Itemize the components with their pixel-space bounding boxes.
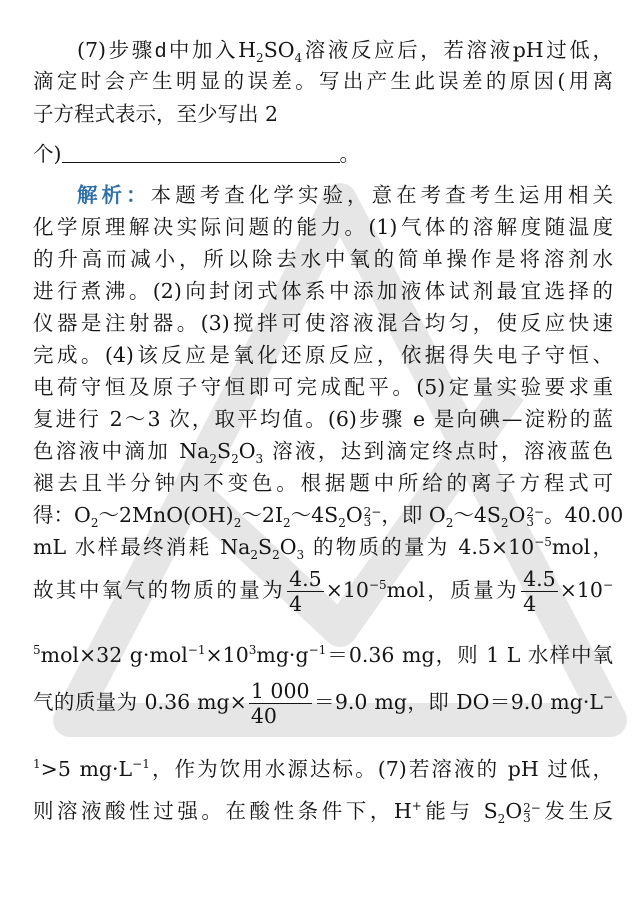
question-line-4: 个) 。 (33, 142, 360, 166)
answer-line-11: 得：$O_2\sim 2MnO(OH)_2\sim 2I_2\sim 4S_2O$ 2− 3 ，即 $O_2\sim 4S_2O$ 2− 3 。40.00 (33, 503, 624, 531)
fraction-2: $\frac{4.5}{4}$ (523, 567, 556, 616)
answer-line-1: 解析：本题考查化学实验，意在考查考生运用相关 (77, 183, 614, 207)
question-line-3: 子方程式表示，至少写出 2 (33, 102, 279, 126)
answer-line-10: 褪去且半分钟内不变色。根据题中所给的离子方程式可 (33, 471, 613, 495)
answer-line-4: 进行煮沸。(2)向封闭式体系中添加液体试剂最宜选择的 (33, 279, 613, 303)
answer-line-8: 复进行 2～3 次，取平均值。(6)步骤 e 是向碘—淀粉的蓝 (33, 407, 613, 431)
answer-line-14: $^5$mol×32 $g\cdot mol^{-1}\times 10^3mg\cdot g^{-1}=0.36$ mg，则 1 L 水样中氧 (33, 643, 613, 667)
answer-line-5: 仪器是注射器。(3)搅拌可使溶液混合均匀，使反应快速 (33, 311, 613, 335)
answer-line-15: 气的质量为 0.36 mg× $\frac{1 000}{40}$ ＝9.0 mg，即 DO＝9.0 mg·L− (33, 679, 614, 728)
analysis-label: 解析： (77, 183, 151, 207)
fraction-3: $\frac{1 000}{40}$ (250, 679, 310, 728)
answer-line-9: 色溶液中滴加 $Na_2S_2O_3$ 溶液，达到滴定终点时，溶液蓝色 (33, 439, 613, 467)
answer-line-2: 化学原理解决实际问题的能力。(1)气体的溶解度随温度 (33, 215, 613, 239)
answer-line-16: $^1$>5 $mg\cdot L^{-1}$，作为饮用水源达标。(7)若溶液的 pH 过低， (33, 757, 613, 781)
answer-line-6: 完成。(4)该反应是氧化还原反应，依据得失电子守恒、 (33, 343, 613, 367)
answer-line-7: 电荷守恒及原子守恒即可完成配平。(5)定量实验要求重 (33, 375, 613, 399)
question-line-2: 滴定时会产生明显的误差。写出产生此误差的原因(用离 (33, 69, 613, 93)
answer-blank (62, 142, 340, 163)
answer-line-17: 则溶液酸性过强。在酸性条件下，H+能与 $S_2O$ 2− 3 发生反 (33, 799, 614, 827)
answer-line-12: mL 水样最终消耗 $Na_2S_2O_3$ 的物质的量为 $4.5\times 10^{-5}mol$， (33, 535, 613, 563)
question-line-1: (7)步骤d中加入$H_2SO_4$溶液反应后，若溶液pH过低， (77, 38, 614, 66)
answer-line-13: 故其中氧气的物质的量为 $\frac{4.5}{4}$ $\times 10^{-5}mol$，质量为 $\frac{4.5}{4}$ ×10− (33, 567, 614, 616)
answer-line-3: 的升高而减小，所以除去水中氧的简单操作是将溶剂水 (33, 247, 613, 271)
fraction-1: $\frac{4.5}{4}$ (289, 567, 322, 616)
